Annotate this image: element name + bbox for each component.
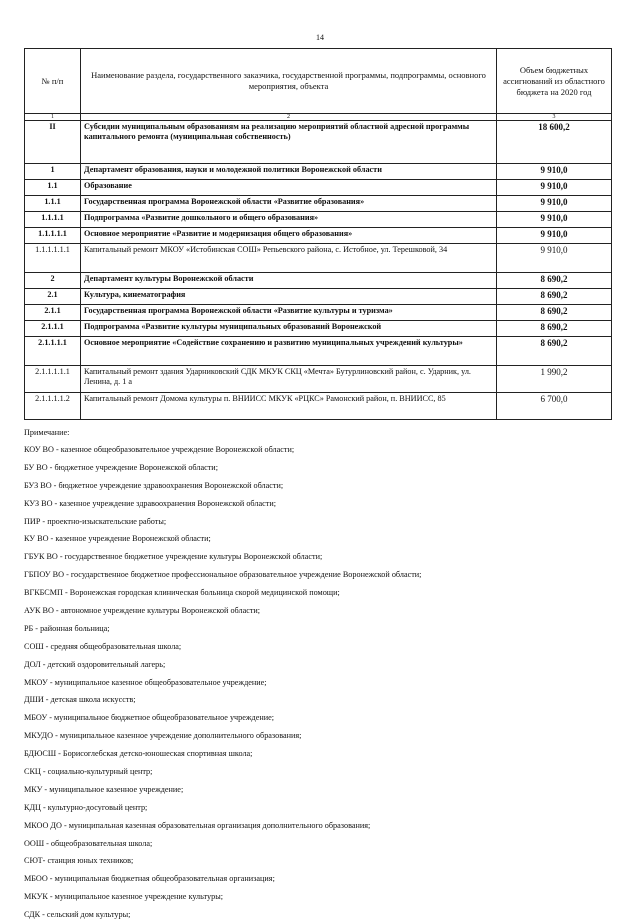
header-name: Наименование раздела, государственного заказчика, государственной программы, подпрограммы, основного мероприятия, объекта — [81, 49, 497, 114]
note-line: ПИР - проектно-изыскательские работы; — [24, 516, 167, 526]
row-num: 2.1.1.1.1.2 — [25, 393, 81, 420]
note-line: МКОО ДО - муниципальная казенная образовательная организация дополнительного образования; — [24, 820, 371, 830]
table-row — [25, 273, 612, 289]
row-amount: 6 700,0 — [497, 393, 612, 420]
note-line: СКЦ - социально-культурный центр; — [24, 767, 153, 777]
column-index: 3 — [497, 114, 612, 121]
row-num: 2.1.1.1 — [25, 321, 81, 337]
row-num: 1.1 — [25, 180, 81, 196]
header-amount: Объем бюджетных ассигнований из областного бюджета на 2020 год — [497, 49, 612, 114]
row-num: 1.1.1.1.1.1 — [25, 244, 81, 273]
table-row — [25, 337, 612, 366]
note-line: КУ ВО - казенное учреждение Воронежской области; — [24, 534, 211, 544]
column-index: 2 — [81, 114, 497, 121]
note-line: МБОО - муниципальная бюджетная общеобразовательная организация; — [24, 874, 275, 884]
note-line: ООШ - общеобразовательная школа; — [24, 838, 153, 848]
row-num: 2.1.1 — [25, 305, 81, 321]
note-line: ГБУК ВО - государственное бюджетное учреждение культуры Воронежской области; — [24, 552, 323, 562]
column-index: 1 — [25, 114, 81, 121]
note-line: МКУДО - муниципальное казенное учреждение дополнительного образования; — [24, 731, 302, 741]
note-line: КДЦ - культурно-досуговый центр; — [24, 802, 148, 812]
row-amount: 8 690,2 — [497, 273, 612, 289]
row-name: Основное мероприятие «Содействие сохранению и развитию муниципальных учреждений культуры» — [81, 337, 497, 366]
column-index-row — [25, 114, 612, 121]
table-row — [25, 366, 612, 393]
table-row — [25, 212, 612, 228]
row-amount: 8 690,2 — [497, 337, 612, 366]
note-line: ГБПОУ ВО - государственное бюджетное профессиональное образовательное учреждение Воронежской области; — [24, 570, 422, 580]
note-line: РБ - районная больница; — [24, 623, 110, 633]
row-amount: 8 690,2 — [497, 321, 612, 337]
note-line: ВГКБСМП - Воронежская городская клиническая больница скорой медицинской помощи; — [24, 588, 340, 598]
note-line: МКУ - муниципальное казенное учреждение; — [24, 784, 184, 794]
notes-section — [24, 424, 614, 924]
row-name: Департамент образования, науки и молодежной политики Воронежской области — [81, 164, 497, 180]
note-line: СЮТ- станция юных техников; — [24, 856, 134, 866]
row-num: 1.1.1.1 — [25, 212, 81, 228]
row-amount: 9 910,0 — [497, 164, 612, 180]
note-line: МКУК - муниципальное казенное учреждение культуры; — [24, 892, 223, 902]
note-line: СДК - сельский дом культуры; — [24, 910, 131, 920]
row-amount: 1 990,2 — [497, 366, 612, 393]
note-line: МБОУ - муниципальное бюджетное общеобразовательное учреждение; — [24, 713, 275, 723]
row-amount: 8 690,2 — [497, 289, 612, 305]
note-line: ДШИ - детская школа искусств; — [24, 695, 136, 705]
row-num: 1.1.1.1.1 — [25, 228, 81, 244]
table-row — [25, 196, 612, 212]
row-amount: 18 600,2 — [497, 121, 612, 164]
row-num: 2 — [25, 273, 81, 289]
row-num: 1.1.1 — [25, 196, 81, 212]
row-amount: 9 910,0 — [497, 212, 612, 228]
note-line: КУЗ ВО - казенное учреждение здравоохранения Воронежской области; — [24, 498, 276, 508]
note-line: КОУ ВО - казенное общеобразовательное учреждение Воронежской области; — [24, 445, 295, 454]
row-name: Департамент культуры Воронежской области — [81, 273, 497, 289]
page-number: 14 — [316, 33, 324, 42]
table-header-row — [25, 49, 612, 114]
row-name: Подпрограмма «Развитие культуры муниципальных образований Воронежской — [81, 321, 497, 337]
note-line: БДЮСШ - Борисоглебская детско-юношеская спортивная школа; — [24, 749, 253, 759]
table-row — [25, 164, 612, 180]
row-name: Образование — [81, 180, 497, 196]
row-num: 2.1.1.1.1.1 — [25, 366, 81, 393]
row-num: 2.1.1.1.1 — [25, 337, 81, 366]
table-row — [25, 180, 612, 196]
row-name: Подпрограмма «Развитие дошкольного и общего образования» — [81, 212, 497, 228]
row-name: Основное мероприятие «Развитие и модернизация общего образования» — [81, 228, 497, 244]
row-name: Капитальный ремонт МКОУ «Истобинская СОШ» Репьевского района, с. Истобное, ул. Терешковой, 34 — [81, 244, 497, 273]
row-amount: 9 910,0 — [497, 180, 612, 196]
row-amount: 9 910,0 — [497, 244, 612, 273]
row-name: Капитальный ремонт Домома культуры п. ВНИИСС МКУК «РЦКС» Рамонский район, п. ВНИИСС, 85 — [81, 393, 497, 420]
row-name: Капитальный ремонт здания Ударниковский СДК МКУК СКЦ «Мечта» Бутурлиновский район, с. Ударник, ул. Ленина, д. 1 а — [81, 366, 497, 393]
table-row — [25, 121, 612, 164]
notes-title: Примечание: — [24, 428, 70, 437]
table-row — [25, 244, 612, 273]
row-name: Государственная программа Воронежской области «Развитие культуры и туризма» — [81, 305, 497, 321]
row-num: II — [25, 121, 81, 164]
table-row — [25, 289, 612, 305]
note-line: СОШ - средняя общеобразовательная школа; — [24, 641, 182, 651]
note-line: АУК ВО - автономное учреждение культуры Воронежской области; — [24, 606, 261, 616]
row-name: Субсидии муниципальным образованиям на реализацию мероприятий областной адресной программы капитального ремонта (муниципальная собственность) — [81, 121, 497, 164]
row-num: 2.1 — [25, 289, 81, 305]
row-amount: 9 910,0 — [497, 228, 612, 244]
header-num: № п/п — [25, 49, 81, 114]
row-amount: 9 910,0 — [497, 196, 612, 212]
row-name: Культура, кинематография — [81, 289, 497, 305]
note-line: ДОЛ - детский оздоровительный лагерь; — [24, 659, 166, 669]
budget-table — [24, 48, 612, 420]
note-line: БУЗ ВО - бюджетное учреждение здравоохранения Воронежской области; — [24, 480, 284, 490]
table-row — [25, 305, 612, 321]
table-row — [25, 393, 612, 420]
note-line: МКОУ - муниципальное казенное общеобразовательное учреждение; — [24, 677, 267, 687]
row-amount: 8 690,2 — [497, 305, 612, 321]
row-num: 1 — [25, 164, 81, 180]
table-row — [25, 228, 612, 244]
row-name: Государственная программа Воронежской области «Развитие образования» — [81, 196, 497, 212]
note-line: БУ ВО - бюджетное учреждение Воронежской области; — [24, 462, 218, 472]
table-row — [25, 321, 612, 337]
